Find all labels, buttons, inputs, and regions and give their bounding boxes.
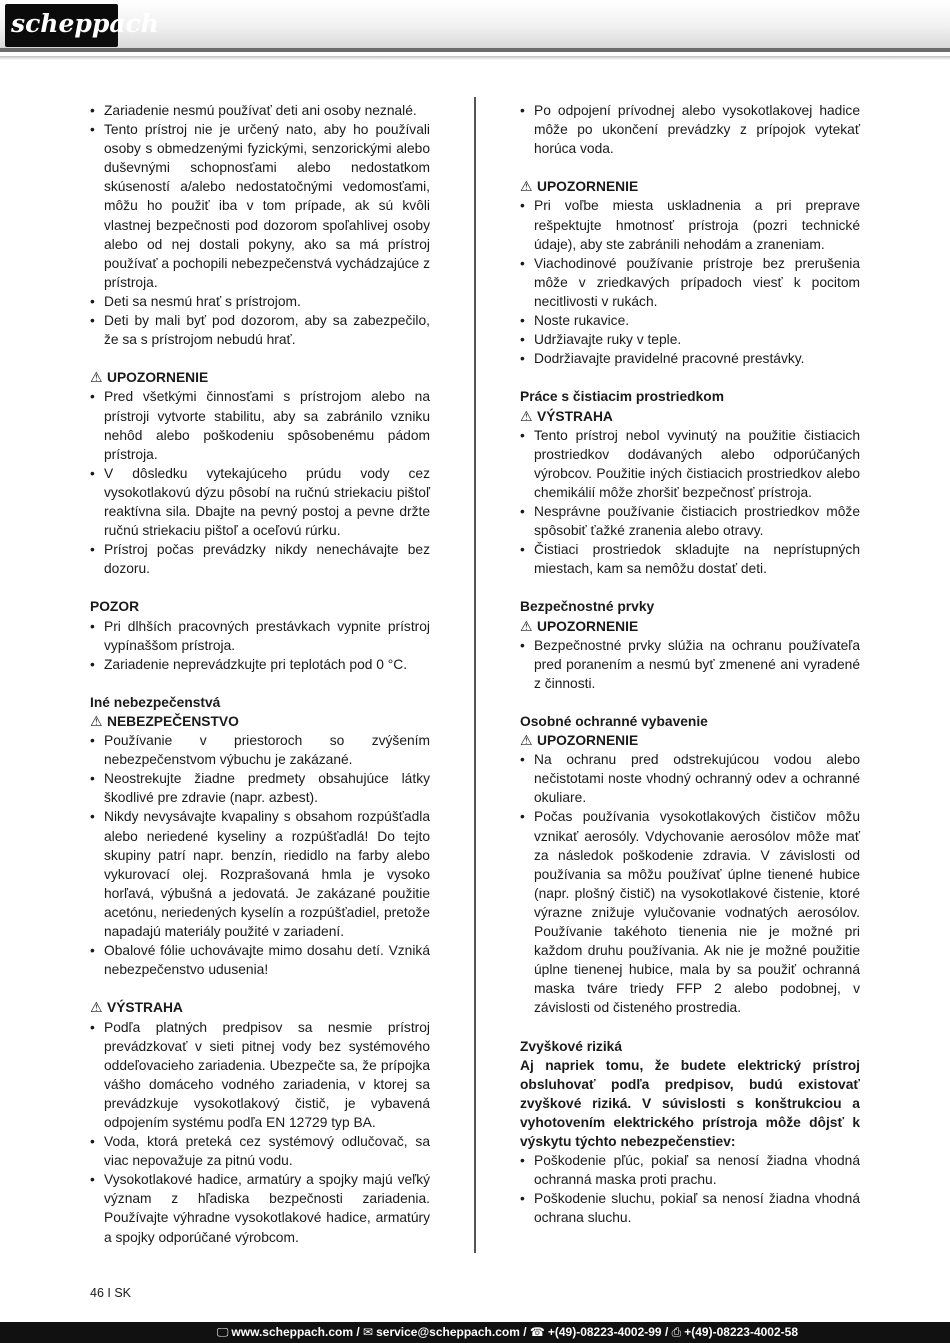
warning-heading bbox=[90, 368, 430, 387]
footer-separator: / bbox=[356, 1325, 360, 1339]
phone-icon: ☎ bbox=[529, 1325, 545, 1339]
danger-list bbox=[90, 731, 430, 979]
footer-email: service@scheppach.com bbox=[376, 1325, 520, 1339]
safety-warning-text: UPOZORNENIE bbox=[537, 618, 639, 634]
ppe-warning-heading bbox=[520, 731, 860, 750]
safety-warning-heading bbox=[520, 617, 860, 636]
list-item: • Obalové fólie uchovávajte mimo dosahu detí. Vzniká nebezpečenstvo udusenia! bbox=[90, 941, 430, 979]
list-item: • Udržiavajte ruky v teple. bbox=[520, 330, 860, 349]
warning-triangle-icon: ⚠ bbox=[520, 733, 533, 749]
list-item: • Poškodenie sluchu, pokiaľ sa nenosí žiadna vhodná ochrana sluchu. bbox=[520, 1189, 860, 1227]
warning-triangle-icon: ⚠ bbox=[520, 618, 533, 634]
warning-triangle-icon: ⚠ bbox=[520, 179, 533, 195]
list-item: • Na ochranu pred odstrekujúcou vodou alebo nečistotami noste vhodný ochranný odev a ochranné okuliare. bbox=[520, 750, 860, 807]
footer-phone: +(49)-08223-4002-99 bbox=[547, 1325, 662, 1339]
ppe-heading: Osobné ochranné vybavenie bbox=[520, 714, 708, 729]
intro-list bbox=[90, 101, 430, 349]
warning-triangle-icon: ⚠ bbox=[520, 408, 533, 424]
safety-list bbox=[520, 636, 860, 693]
other-hazards-heading: Iné nebezpečenstvá bbox=[90, 694, 221, 710]
warning-triangle-icon: ⚠ bbox=[90, 1000, 103, 1016]
computer-icon: 🖵 bbox=[216, 1325, 229, 1339]
list-item: • Pri voľbe miesta uskladnenia a pri preprave rešpektujte hmotnosť prístroja (pozri technické údaje), aby ste zabránili nehodám a zraneniam. bbox=[520, 196, 860, 253]
list-item: • Čistiaci prostriedok skladujte na neprístupných miestach, kam sa nemôžu dostať deti. bbox=[520, 540, 860, 578]
list-item: • Deti sa nesmú hrať s prístrojom. bbox=[90, 292, 430, 311]
page-header bbox=[0, 0, 950, 52]
danger-heading-text: NEBEZPEČENSTVO bbox=[107, 714, 239, 729]
scheppach-logo: scheppach bbox=[5, 4, 118, 47]
list-item: • Vysokotlakové hadice, armatúry a spojky majú veľký význam z hľadiska bezpečnosti zariadenia. Používajte výhradne vysokotlakové hadice, armatúry a spojky odporúčané výrobcom. bbox=[90, 1170, 430, 1246]
list-item: • Bezpečnostné prvky slúžia na ochranu používateľa pred poranením a nesmú byť zmenené ani vyradené z činnosti. bbox=[520, 636, 860, 693]
warning-heading-text: UPOZORNENIE bbox=[537, 179, 639, 195]
intro-list bbox=[520, 101, 860, 158]
left-column bbox=[90, 101, 430, 1247]
list-item: • V dôsledku vytekajúceho prúdu vody cez vysokotlakovú dýzu pôsobí na ručnú striekaciu pištoľ reaktívna sila. Dbajte na pevný postoj a pevne držte ručnú striekaciu pištoľ a oceľovú rúrku. bbox=[90, 464, 430, 540]
list-item: • Pred všetkými činnosťami s prístrojom alebo na prístroji vytvorte stabilitu, aby sa zabránilo vzniku nehôd alebo poškodeniu spôsobenému pádom prístroja. bbox=[90, 387, 430, 463]
caution-list bbox=[90, 617, 430, 674]
vystraha-heading bbox=[90, 998, 430, 1017]
list-item: • Voda, ktorá preteká cez systémový odlučovač, sa viac nepovažuje za pitnú vodu. bbox=[90, 1132, 430, 1170]
list-item: • Viachodinové používanie prístroje bez prerušenia môže v zriedkavých prípadoch viesť k pocitom necitlivosti v rukách. bbox=[520, 254, 860, 311]
list-item: • Počas používania vysokotlakových čističov môžu vznikať aerosóly. Vdychovanie aerosólov môže mať za následok poškodenie zdravia. V závislosti od používania sa môžu používať úplne tienené hubice (napr. plošný čistič) na vysokotlakové čistenie, ktoré výrazne znižuje vylučovanie vodnatých aerosólov. Používanie takéhoto tienenia nie je možné pri každom druhu používania. Ak nie je možné použitie úplne tienenej hubice, mala by sa použiť ochranná maska tváre triedy FFP 2 alebo podobnej, v závislosti od čisteného prostredia. bbox=[520, 807, 860, 1017]
list-item: • Deti by mali byť pod dozorom, aby sa zabezpečilo, že sa s prístrojom nebudú hrať. bbox=[90, 311, 430, 349]
residual-risks-heading: Zvyškové riziká bbox=[520, 1038, 623, 1054]
column-divider bbox=[474, 97, 476, 1253]
caution-heading: POZOR bbox=[90, 599, 140, 615]
residual-risks-intro: Aj napriek tomu, že budete elektrický prístroj obsluhovať podľa predpisov, budú existovať zvyškové riziká. V súvislosti s konštrukciou a vyhotovením elektrického prístroja môže dôjsť k výskytu týchto nebezpečenstiev: bbox=[520, 1057, 860, 1150]
footer-separator: / bbox=[523, 1325, 527, 1339]
page-footer bbox=[0, 1322, 950, 1343]
cleaning-list bbox=[520, 426, 860, 579]
danger-heading bbox=[90, 712, 430, 731]
safety-features-heading: Bezpečnostné prvky bbox=[520, 599, 655, 615]
footer-fax: +(49)-08223-4002-58 bbox=[684, 1325, 798, 1339]
list-item: • Prístroj počas prevádzky nikdy nenechávajte bez dozoru. bbox=[90, 540, 430, 578]
cleaning-warning-text: VÝSTRAHA bbox=[537, 408, 613, 424]
list-item: • Dodržiavajte pravidelné pracovné prestávky. bbox=[520, 349, 860, 368]
email-icon: ✉ bbox=[363, 1325, 374, 1339]
list-item: • Neostrekujte žiadne predmety obsahujúce látky škodlivé pre zdravie (napr. azbest). bbox=[90, 769, 430, 807]
list-item: • Poškodenie pľúc, pokiaľ sa nenosí žiadna vhodná ochranná maska proti prachu. bbox=[520, 1151, 860, 1189]
warning-heading bbox=[520, 177, 860, 196]
page-number: 46 I SK bbox=[90, 1286, 131, 1300]
warning-triangle-icon: ⚠ bbox=[90, 714, 103, 729]
list-item: • Tento prístroj nie je určený nato, aby ho používali osoby s obmedzenými fyzickými, senzorickými alebo duševnými schopnosťami alebo nedostatkom skúseností a/alebo nedostatočnými vedomosťami, môžu ho použiť iba v tom prípade, ak sú kvôli vlastnej bezpečnosti pod dozorom spoľahlivej osoby alebo od nej dostali pokyny, ako sa má prístroj používať a pochopili nebezpečenstvá vychádzajúce z prístroja. bbox=[90, 120, 430, 292]
header-shadow bbox=[0, 56, 950, 60]
list-item: • Tento prístroj nebol vyvinutý na použitie čistiacich prostriedkov dodávaných alebo odporúčaných výrobcov. Použitie iných čistiacich prostriedkov alebo chemikálií môže zhoršiť bezpečnosť prístroja. bbox=[520, 426, 860, 502]
list-item: • Zariadenie nesmú používať deti ani osoby neznalé. bbox=[90, 101, 430, 120]
list-item: • Zariadenie neprevádzkujte pri teplotách pod 0 °C. bbox=[90, 655, 430, 674]
list-item: • Po odpojení prívodnej alebo vysokotlakovej hadice môže po ukončení prevádzky z prípojok vytekať horúca voda. bbox=[520, 101, 860, 158]
list-item: • Používanie v priestoroch so zvýšením nebezpečenstvom výbuchu je zakázané. bbox=[90, 731, 430, 769]
cleaning-heading: Práce s čistiacim prostriedkom bbox=[520, 389, 724, 405]
vystraha-list bbox=[90, 1018, 430, 1247]
ppe-list bbox=[520, 750, 860, 1017]
footer-web: www.scheppach.com bbox=[231, 1325, 353, 1339]
warning-heading-text: UPOZORNENIE bbox=[107, 370, 209, 386]
right-column bbox=[520, 101, 860, 1228]
warning-triangle-icon: ⚠ bbox=[90, 370, 103, 386]
list-item: • Noste rukavice. bbox=[520, 311, 860, 330]
list-item: • Nikdy nevysávajte kvapaliny s obsahom rozpúšťadla alebo neriedené kyseliny a rozpúšťadlá! Do tejto skupiny patrí napr. benzín, riedidlo na farby alebo vykurovací olej. Rozprašovaná hmla je vysoko horľavá, výbušná a jedovatá. Je zakázané použitie acetónu, neriedených kyselín a rozpúšťadiel, pretože napadajú materiály použité v zariadení. bbox=[90, 807, 430, 941]
residual-list bbox=[520, 1151, 860, 1227]
list-item: • Nesprávne používanie čistiacich prostriedkov môže spôsobiť ťažké zranenia alebo otravy. bbox=[520, 502, 860, 540]
fax-icon: ⎙ bbox=[671, 1325, 682, 1339]
warning-list bbox=[90, 387, 430, 578]
list-item: • Pri dlhších pracovných prestávkach vypnite prístroj vypínaššom prístroja. bbox=[90, 617, 430, 655]
warning-list bbox=[520, 196, 860, 368]
vystraha-heading-text: VÝSTRAHA bbox=[107, 1000, 183, 1016]
list-item: • Podľa platných predpisov sa nesmie prístroj prevádzkovať v sieti pitnej vody bez systémového oddeľovacieho zariadenia. Ubezpečte sa, že prípojka vášho domáceho vodného zariadenia, v ktorej sa prevádzkuje vysokotlakový čistič, je vybavená odpojením systému podľa EN 12729 typ BA. bbox=[90, 1018, 430, 1133]
cleaning-warning-heading bbox=[520, 407, 860, 426]
footer-separator: / bbox=[664, 1325, 669, 1339]
ppe-warning-text: UPOZORNENIE bbox=[537, 733, 639, 749]
